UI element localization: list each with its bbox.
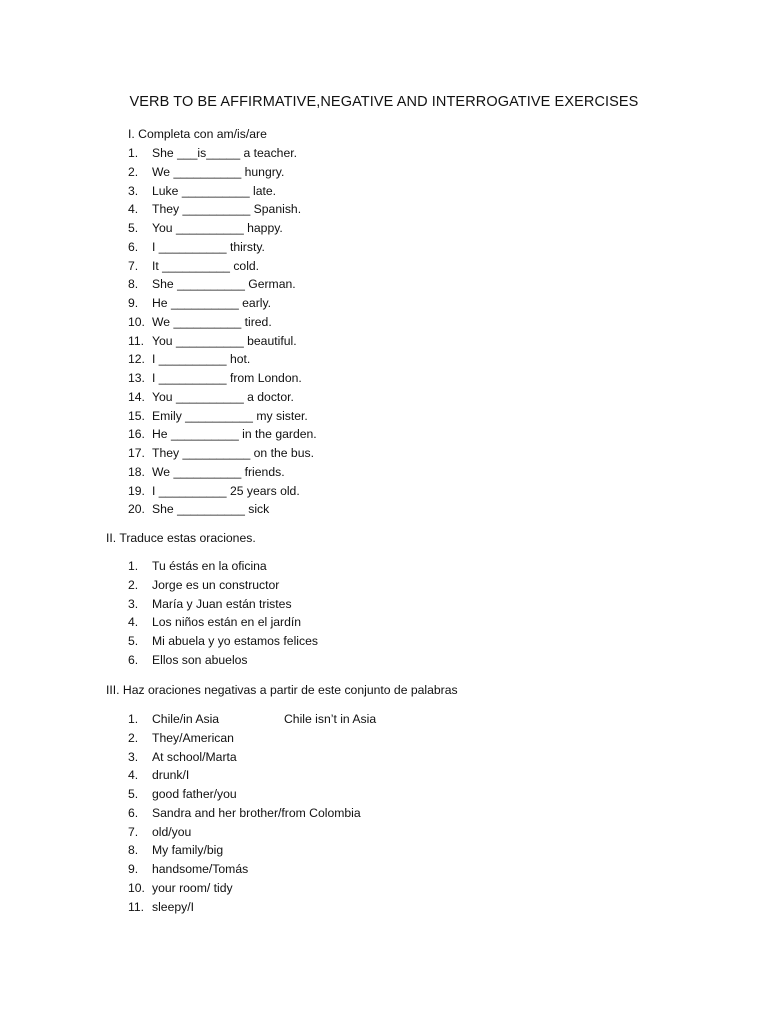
item-text: You __________ a doctor.	[152, 389, 294, 404]
section-3-heading: III. Haz oraciones negativas a partir de este conjunto de palabras	[106, 683, 458, 697]
item-number: 3.	[128, 749, 139, 764]
item-number: 3.	[128, 596, 139, 611]
item-text: Mi abuela y yo estamos felices	[152, 634, 318, 648]
item-text: We __________ hungry.	[152, 164, 285, 179]
item-number: 5.	[128, 634, 139, 648]
item-text: She __________ German.	[152, 277, 296, 292]
section-1-heading: I. Completa con am/is/are	[128, 127, 267, 141]
item-number: 2.	[128, 730, 139, 745]
item-number: 9.	[128, 862, 139, 876]
item-text: He __________ early.	[152, 296, 272, 310]
item-number: 14.	[128, 389, 145, 404]
item-text: I __________ 25 years old.	[152, 483, 300, 498]
item-number: 6.	[128, 805, 139, 820]
example-answer: Chile isn’t in Asia	[284, 712, 377, 726]
item-text: They __________ on the bus.	[152, 446, 314, 460]
item-number: 12.	[128, 352, 145, 367]
item-number: 4.	[128, 202, 139, 217]
item-number: 8.	[128, 843, 139, 858]
section-2-heading: II. Traduce estas oraciones.	[106, 531, 256, 545]
item-number: 5.	[128, 787, 139, 801]
item-text: They __________ Spanish.	[152, 202, 302, 217]
item-number: 11.	[128, 333, 145, 348]
item-text: Jorge es un constructor	[152, 577, 280, 592]
item-number: 1.	[128, 712, 139, 726]
item-text: At school/Marta	[152, 749, 237, 764]
item-text: You __________ happy.	[152, 221, 283, 235]
item-number: 17.	[128, 446, 145, 460]
item-text: Emily __________ my sister.	[152, 408, 308, 423]
item-text: Los niños están en el jardín	[152, 615, 302, 630]
item-text: My family/big	[152, 843, 224, 858]
item-number: 10.	[128, 314, 145, 329]
item-text: Luke __________ late.	[152, 183, 277, 198]
item-text: good father/you	[152, 787, 237, 801]
item-text: drunk/I	[152, 768, 190, 783]
item-number: 1.	[128, 146, 139, 160]
document-title: VERB TO BE AFFIRMATIVE,NEGATIVE AND INTERROGATIVE EXERCISES	[129, 94, 639, 110]
item-text: Tu éstás en la oficina	[152, 559, 267, 573]
item-text: I __________ hot.	[152, 352, 251, 367]
item-text: They/American	[152, 730, 234, 745]
item-number: 4.	[128, 615, 139, 630]
item-text: María y Juan están tristes	[152, 596, 292, 611]
item-number: 10.	[128, 880, 145, 895]
item-number: 18.	[128, 464, 145, 479]
item-number: 16.	[128, 427, 145, 442]
item-number: 3.	[128, 183, 139, 198]
item-number: 5.	[128, 221, 139, 235]
item-number: 6.	[128, 652, 139, 667]
item-number: 1.	[128, 559, 139, 573]
item-number: 7.	[128, 258, 139, 273]
item-number: 8.	[128, 277, 139, 292]
item-text: He __________ in the garden.	[152, 427, 317, 442]
item-text: I __________ from London.	[152, 371, 302, 385]
item-text: It __________ cold.	[152, 258, 260, 273]
item-number: 2.	[128, 577, 139, 592]
item-text: Ellos son abuelos	[152, 652, 248, 667]
item-number: 19.	[128, 483, 145, 498]
item-number: 9.	[128, 296, 139, 310]
item-number: 20.	[128, 502, 145, 517]
item-text: handsome/Tomás	[152, 862, 249, 876]
item-number: 15.	[128, 408, 145, 423]
item-text: We __________ friends.	[152, 464, 285, 479]
item-number: 7.	[128, 824, 139, 839]
item-text: I __________ thirsty.	[152, 239, 265, 254]
item-text: Sandra and her brother/from Colombia	[152, 805, 361, 820]
item-text: You __________ beautiful.	[152, 333, 297, 348]
item-text: sleepy/I	[152, 899, 195, 914]
item-number: 2.	[128, 164, 139, 179]
item-text: She ___is_____ a teacher.	[152, 146, 298, 160]
item-text: Chile/in Asia	[152, 712, 220, 726]
item-number: 6.	[128, 239, 139, 254]
item-text: We __________ tired.	[152, 314, 272, 329]
item-number: 13.	[128, 371, 145, 385]
item-text: your room/ tidy	[152, 880, 233, 895]
item-number: 4.	[128, 768, 139, 783]
item-text: old/you	[152, 824, 192, 839]
item-text: She __________ sick	[152, 502, 270, 517]
item-number: 11.	[128, 899, 145, 914]
